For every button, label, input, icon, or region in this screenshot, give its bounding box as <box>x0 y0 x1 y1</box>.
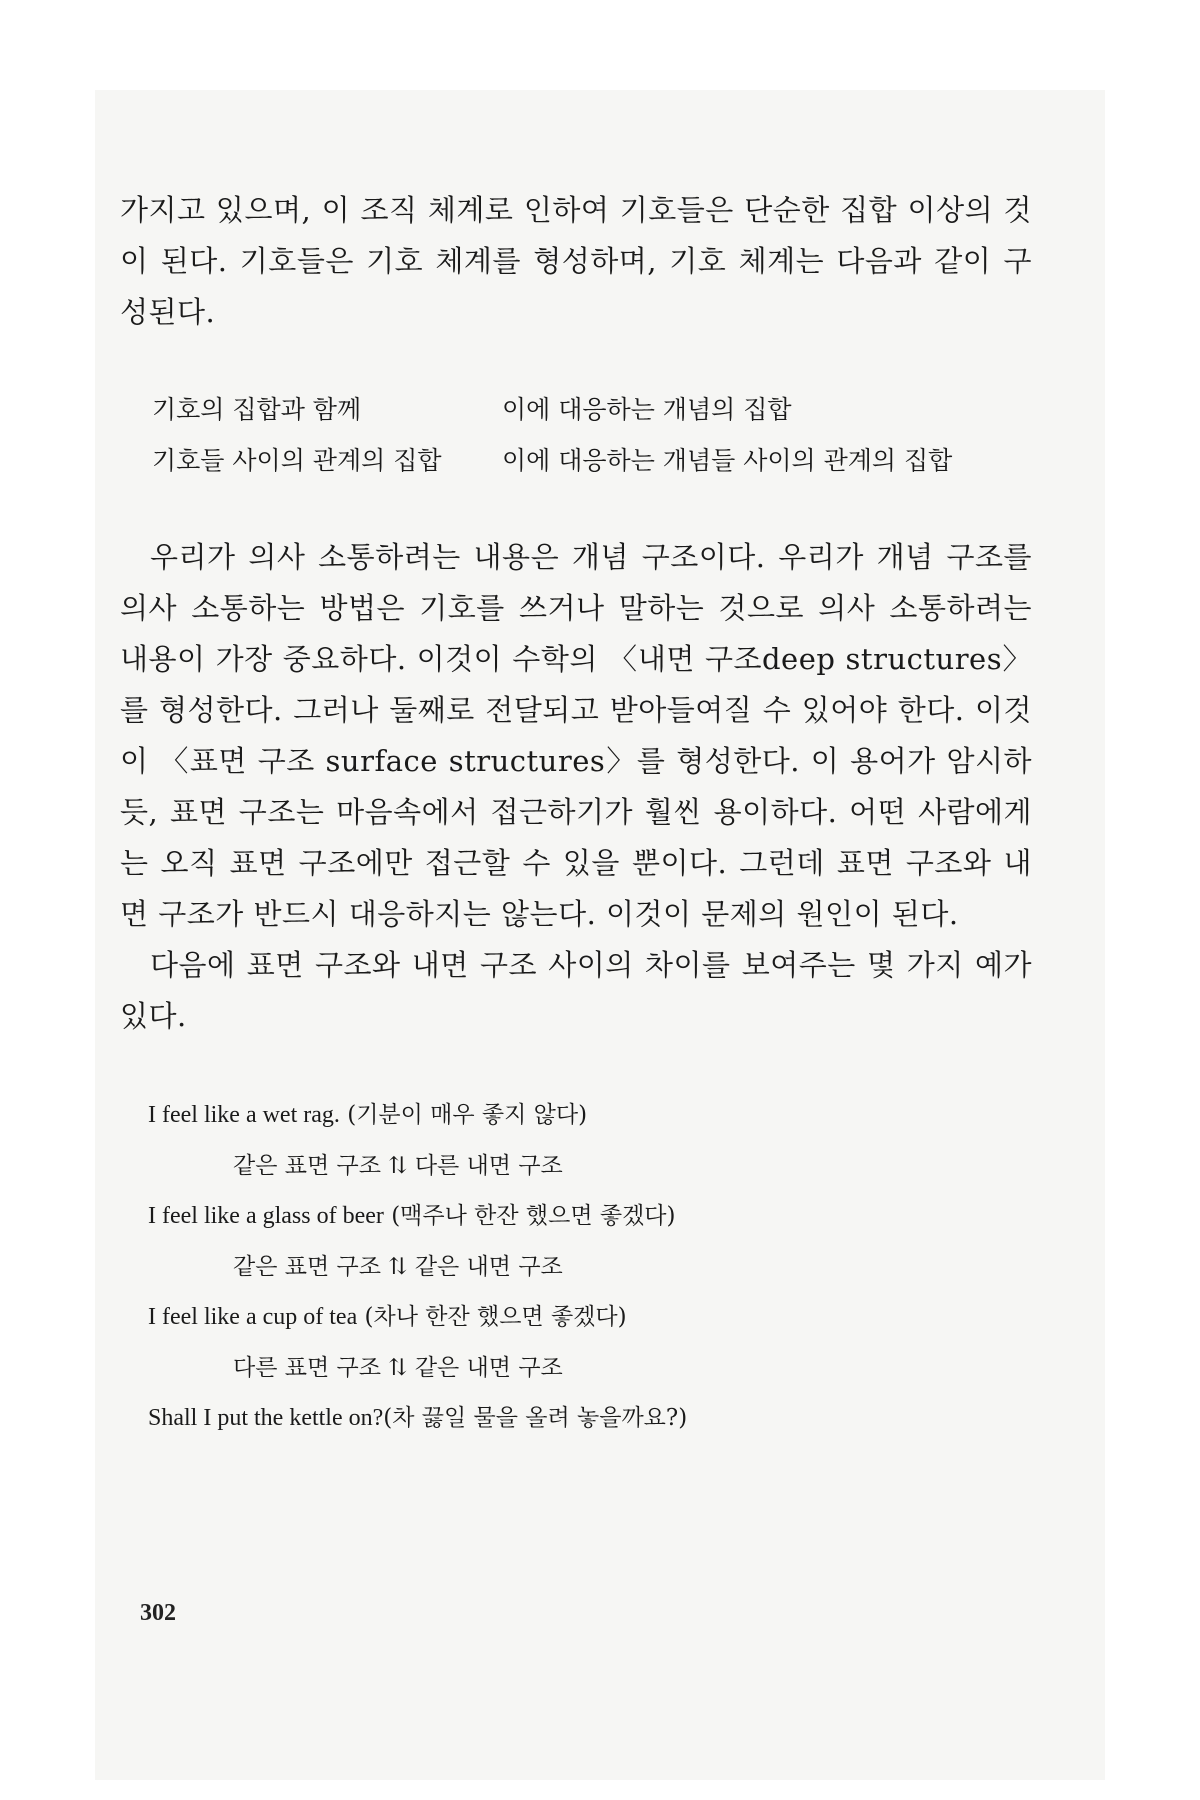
example-korean: (차 끓일 물을 올려 놓을까요?) <box>383 1405 688 1431</box>
table-row <box>152 384 1032 435</box>
table-cell-left: 기호들 사이의 관계의 집합 <box>152 446 442 475</box>
example-korean: (맥주나 한잔 했으면 좋겠다) <box>391 1203 676 1229</box>
deep-surface-structure-paragraph: 우리가 의사 소통하려는 내용은 개념 구조이다. 우리가 개념 구조를 의사 소통하는 방법은 기호를 쓰거나 말하는 것으로 의사 소통하려는 내용이 가장 중요하다. 이것이 수학의 〈내면 구조deep structures〉를 형성한다. 그러나 둘째로 전달되고 받아들여질 수 있어야 한다. 이것이 〈표면 구조 surface structures〉를 형성한다. 이 용어가 암시하듯, 표면 구조는 마음속에서 접근하기가 훨씬 용이하다. 어떤 사람에게는 오직 표면 구조에만 접근할 수 있을 뿐이다. 그런데 표면 구조와 내면 구조가 반드시 대응하지는 않는다. 이것이 문제의 원인이 된다. <box>120 540 1032 931</box>
example-line <box>148 1393 1032 1444</box>
example-english: I feel like a cup of tea <box>148 1304 358 1330</box>
table-row <box>152 435 1032 486</box>
example-english: Shall I put the kettle on? <box>148 1405 384 1431</box>
book-page <box>120 185 1032 1444</box>
example-korean: (차나 한잔 했으면 좋겠다) <box>364 1304 627 1330</box>
example-english: I feel like a glass of beer <box>148 1203 384 1229</box>
intro-paragraph: 가지고 있으며, 이 조직 체계로 인하여 기호들은 단순한 집합 이상의 것이 된다. 기호들은 기호 체계를 형성하며, 기호 체계는 다음과 같이 구성된다. <box>120 193 1032 329</box>
example-korean: (기분이 매우 좋지 않다) <box>347 1102 588 1128</box>
example-english: I feel like a wet rag. <box>148 1102 340 1128</box>
examples-intro-paragraph: 다음에 표면 구조와 내면 구조 사이의 차이를 보여주는 몇 가지 예가 있다. <box>120 948 1032 1033</box>
table-cell-left: 기호의 집합과 함께 <box>152 395 362 424</box>
example-line <box>148 1191 1032 1242</box>
example-relation: 다른 표면 구조 ⇅ 같은 내면 구조 <box>233 1354 563 1381</box>
table-cell-right: 이에 대응하는 개념들 사이의 관계의 집합 <box>502 446 953 475</box>
sign-system-table <box>152 384 1032 486</box>
example-line <box>148 1292 1032 1343</box>
main-text-block <box>120 532 1032 1042</box>
examples-list <box>148 1090 1032 1444</box>
example-line <box>148 1090 1032 1141</box>
example-relation: 같은 표면 구조 ⇅ 같은 내면 구조 <box>233 1253 563 1280</box>
table-cell-right: 이에 대응하는 개념의 집합 <box>502 395 792 424</box>
example-relation: 같은 표면 구조 ⇅ 다른 내면 구조 <box>233 1152 563 1179</box>
page-number: 302 <box>140 1600 176 1626</box>
